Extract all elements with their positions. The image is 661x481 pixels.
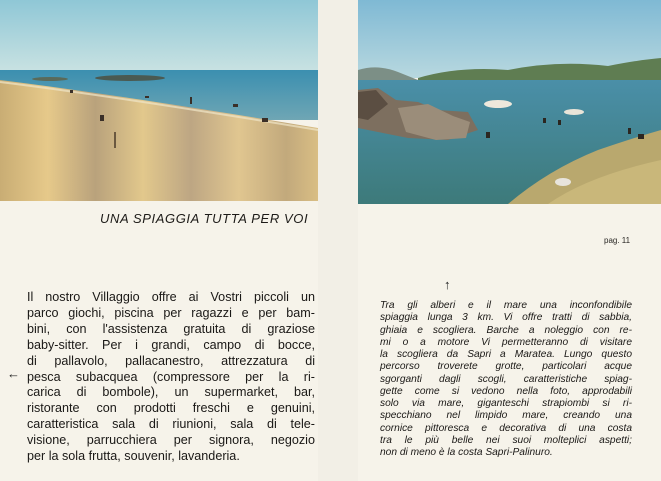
text-line: bini, con l'assistenza gratuita di graziose (27, 321, 315, 336)
text-line: mi o a motore Vi permetteranno di visitare (380, 336, 632, 348)
text-line: sgorganti dagli scogli, caratteristiche spiag- (380, 373, 632, 385)
text-line: non di meno è la costa Sapri-Palinuro. (380, 447, 553, 458)
text-line: gette come si vedono nella foto, approdabili (380, 385, 632, 397)
text-line: baby-sitter. Per i grandi, campo di bocce, (27, 337, 315, 352)
text-line: tra le più belle nei suoi molteplici aspetti; (380, 434, 632, 446)
arrow-up-icon: ↑ (444, 277, 451, 292)
text-line: spiaggia lunga 3 km. Vi offre tratti di sabbia, (380, 312, 632, 324)
text-line: di pallavolo, pallacanestro, attrezzatura di (27, 353, 315, 368)
text-line: la scogliera da Sapri a Maratea. Lungo questo (380, 349, 632, 360)
text-line: carica di bombole), un supermarket, bar, (27, 385, 315, 400)
text-line: ghiaia e scogliera. Barche a noleggio con re- (380, 324, 632, 336)
text-line: percorso troverete grotte, particolari acque (380, 361, 632, 373)
coast-photo-right (358, 0, 661, 204)
text-line: ristorante con prodotti freschi e genuini, (27, 401, 315, 416)
page-gutter (318, 0, 358, 481)
text-line: solo via mare, giganteschi strapiombi si ri- (380, 398, 632, 409)
text-line: parco giochi, piscina per ragazzi e per bam- (27, 305, 315, 320)
spiaggia-description (380, 300, 632, 459)
text-line: specchiano nel limpido mare, creando una (380, 410, 632, 422)
page-number: pag. 11 (604, 236, 631, 245)
text-line: per la sola frutta, souvenir, lavanderia. (27, 449, 240, 464)
beach-photo-left (0, 0, 318, 201)
text-line: caratteristica sala di riunioni, sala di tele- (27, 417, 315, 432)
arrow-left-icon: ← (7, 366, 20, 381)
text-line: visione, parrucchiera per signora, negozio (27, 433, 315, 448)
coast-photo-right-image (358, 0, 661, 204)
text-line: pesca subacquea (compressore per la ri- (27, 369, 315, 384)
text-line: Tra gli alberi e il mare una inconfondibile (380, 300, 632, 311)
beach-photo-left-image (0, 0, 318, 201)
photo-caption: UNA SPIAGGIA TUTTA PER VOI (100, 211, 309, 226)
text-line: cornice pittoresca e decorativa di una costa (380, 422, 632, 434)
villaggio-description (27, 290, 315, 465)
text-line: Il nostro Villaggio offre ai Vostri piccoli un (27, 290, 315, 304)
